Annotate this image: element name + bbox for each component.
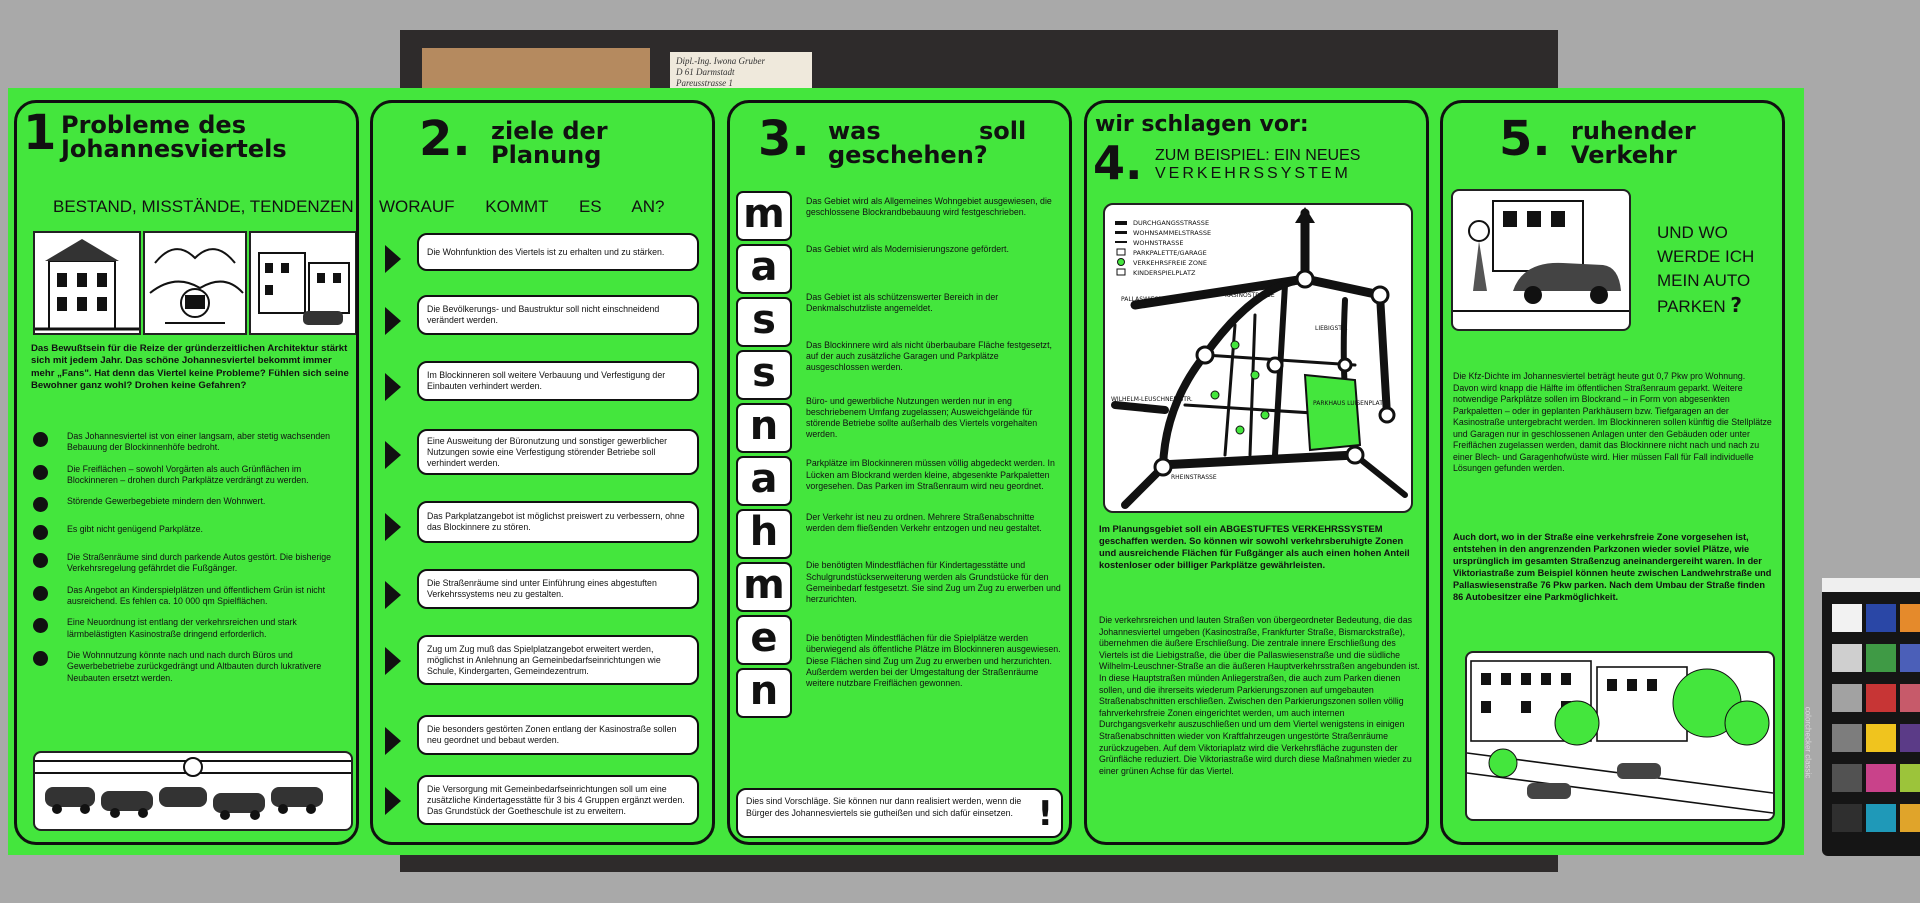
bullet-icon [33,465,48,480]
arrow-right-icon [385,727,401,755]
exclamation-icon: ! [1037,794,1053,834]
intro-text: Das Bewußtsein für die Reize der gründerzeitlichen Architektur stärkt sich mit jedem Jahr. Das schöne Johannesviertel bekommt immer mehr „Fans". Hat denn das Viertel keine Probleme? Fühlen sich seine Bewohner ganz wohl? Drohen keine Gefahren? [31,343,349,392]
panel-title [61,113,355,137]
list-item [383,775,703,825]
question-line: MEIN AUTO [1657,271,1751,290]
list-item-text: Es gibt nicht genügend Parkplätze. [67,524,203,535]
list-item [383,635,703,685]
list-item-text: Die Straßenräume sind durch parkende Autos gestört. Die bisherige Verkehrsregelung gefährdet die Fußgänger. [67,552,332,574]
panel-title [828,119,1064,143]
list-item [29,617,347,640]
letter-tile: s [736,350,792,400]
list-item [29,431,347,454]
color-swatch [1866,724,1896,752]
parking-cartoon [1451,189,1631,331]
map-label: KASINOSTRASSE [1225,292,1275,299]
bullet-icon [33,651,48,666]
panel-heading: wir schlagen vor: [1095,112,1309,137]
panel-title-line2: Verkehr [1571,141,1677,169]
bullet-icon [33,586,48,601]
ruler [1822,578,1920,592]
question-mark-icon: ? [1730,293,1742,317]
letter-tile: n [736,403,792,453]
map-label: PARKHAUS LUISENPLATZ [1313,400,1387,407]
goal-text: Die besonders gestörten Zonen entlang der Kasinostraße sollen neu geordnet und bebaut werden. [417,715,699,755]
panel-number: 4. [1093,136,1143,190]
color-swatch [1866,644,1896,672]
arrow-right-icon [385,581,401,609]
note-line: Dipl.-Ing. Iwona Gruber [676,56,765,66]
goal-text: Das Parkplatzangebot ist möglichst preiswert zu verbessern, ohne das Blockinnere zu stören. [417,501,699,543]
goal-text: Zug um Zug muß das Spielplatzangebot erweitert werden, möglichst in Anlehnung an Gemeinbedarfseinrichtungen wie Schule, Kindergarten, Gemeindezentrum. [417,635,699,685]
street-trees-sketch [1465,651,1775,821]
list-item: Parkplätze im Blockinneren müssen völlig abgedeckt werden. In Lücken am Blockrand werden kleine, abgesenkte Parkpaletten vorgesehen. Das Parken im Straßenraum wird neu geordnet. [806,458,1055,491]
question-line: WERDE ICH [1657,247,1755,266]
panel-title: ruhender [1571,117,1696,145]
street-sketch [249,231,357,335]
list-item: Die benötigten Mindestflächen für die Spielplätze werden überwiegend als öffentliche Plätze im Blockinneren ausgewiesen. Diese Flächen sind Zug um Zug zu erwerben und herzurichten. Außerdem werden bei der Umgestaltung der Straßenräume weitere nutzbare Freiflächen gewonnen. [806,633,1061,689]
map-label: PALLASWIESENSTR. [1121,296,1180,303]
bullet-icon [33,432,48,447]
list-item [383,233,703,271]
color-swatch [1832,644,1862,672]
proposal-note [736,788,1063,838]
proposal-text: Dies sind Vorschläge. Sie können nur dann realisiert werden, wenn die Bürger des Johannesviertels sie gutheißen und sich dafür einsetzen. [746,796,1022,818]
parking-text: Die Kfz-Dichte im Johannesviertel beträgt heute gut 0,7 Pkw pro Wohnung. Davon wird knapp die Hälfte im öffentlichen Straßenraum geparkt. Weitere notwendige Parkplätze sollen im Blockrand – in Form von abgesenkten Parkpaletten – oder in geplanten Parkhäusern bzw. Tiefgaragen an der Kasinostraße untergebracht werden. Im Blockinneren sollen künftig die Stellplätze und Garagen nur in geschlossenen Anlagen unter den Gebäuden oder unter Freiflächen zugelassen werden, damit das Blockinnere nicht nach und nach zu einer Blech- und Garagenhofwüste wird. Hier müssen Fall für Fall individuelle Lösungen gefunden werden. [1453,371,1772,473]
list-item [383,501,703,543]
map-label: WILHELM-LEUSCHNER-STR. [1111,396,1193,403]
legend-label: PARKPALETTE/GARAGE [1133,249,1207,257]
color-swatch [1900,804,1920,832]
list-item: Büro- und gewerbliche Nutzungen werden nur in eng beschriebenem Umfang zugelassen; Ausweichgelände für störende Betriebe sollte außerhalb des Viertels vorgehalten werden. [806,395,1038,440]
legend-label: KINDERSPIELPLATZ [1133,269,1196,277]
bullet-icon [33,618,48,633]
list-item [29,650,347,684]
panel-subtitle: BESTAND, MISSTÄNDE, TENDENZEN [53,197,354,216]
panel-title-line2: VERKEHRSSYSTEM [1155,165,1351,182]
color-swatch [1866,804,1896,832]
note-line: Pareusstrasse 1 [676,78,733,88]
arrow-right-icon [385,787,401,815]
list-item [29,585,347,608]
goal-text: Die Wohnfunktion des Viertels ist zu erhalten und zu stärken. [417,233,699,271]
bullet-icon [33,497,48,512]
color-swatch [1832,764,1862,792]
letter-tile: h [736,509,792,559]
letter-tile: e [736,615,792,665]
letter-tile: s [736,297,792,347]
color-swatch [1832,804,1862,832]
list-item-text: Das Angebot an Kinderspielplätzen und öffentlichem Grün ist nicht ausreichend. Es fehlen ca. 10 000 qm Spielflächen. [67,584,326,607]
color-swatch [1900,684,1920,712]
list-item [383,715,703,755]
list-item [29,552,347,575]
panel-measures [727,100,1072,845]
map-label: LIEBIGSTR. [1315,325,1348,332]
color-swatch [1832,684,1862,712]
list-item-text: Eine Neuordnung ist entlang der verkehrsreichen und stark lärmbelästigten Kasinostraße dringend erforderlich. [67,617,297,639]
parked-cars-sketch [33,751,353,831]
note-line: D 61 Darmstadt [676,67,735,77]
arrow-right-icon [385,245,401,273]
letter-tile: n [736,668,792,718]
parking-question [1657,221,1767,319]
question-line: UND WO [1657,223,1728,242]
goal-text: Die Straßenräume sind unter Einführung eines abgestuften Verkehrssystems neu zu gestalten. [417,569,699,609]
goal-text: Die Bevölkerungs- und Baustruktur soll nicht einschneidend verändert werden. [417,295,699,335]
list-item [383,569,703,609]
list-item: Das Gebiet wird als Modernisierungszone gefördert. [806,244,1009,255]
list-item: Das Gebiet ist als schützenswerter Bereich in der Denkmalschutzliste angemeldet. [806,291,999,313]
legend-label: DURCHGANGSSTRASSE [1133,219,1210,227]
tree-sketch [143,231,247,335]
panel-number: 1 [23,105,57,161]
panel-title: ZUM BEISPIEL: EIN NEUES [1155,147,1361,164]
list-item-text: Das Johannesviertel ist von einer langsam, aber stetig wachsenden Bebauung der Blockinnenhöfe bedroht. [67,431,331,453]
arrow-right-icon [385,307,401,335]
traffic-summary: Im Planungsgebiet soll ein ABGESTUFTES VERKEHRSSYSTEM geschaffen werden. So können wir sowohl verkehrsberuhigte Zonen und ausreichende Flächen für Fußgänger als auch einen hohen Anteil kostenloser oder billiger Parkplätze gewährleisten. [1099,523,1410,570]
panel-title-line2: Planung [491,141,602,169]
arrow-right-icon [385,373,401,401]
measure-list [806,196,1062,689]
arrow-right-icon [385,441,401,469]
list-item: Das Blockinnere wird als nicht überbaubare Fläche festgesetzt, auf der auch zusätzliche Garagen und Parkplätze ausgeschlossen werden. [806,340,1052,373]
color-swatch [1900,764,1920,792]
traffic-map [1103,203,1413,513]
letter-tile: a [736,456,792,506]
list-item: Der Verkehr ist neu zu ordnen. Mehrere Straßenabschnitte werden dem fließenden Verkehr entzogen und neu gestaltet. [806,512,1042,534]
bullet-icon [33,553,48,568]
arrow-right-icon [385,647,401,675]
panel-goals [370,100,715,845]
panel-traffic-system [1084,100,1429,845]
legend-label: WOHNSAMMELSTRASSE [1133,229,1212,237]
goal-text: Eine Ausweitung der Büronutzung und sonstiger gewerblicher Nutzungen sowie eine Verfestigung störender Betriebe soll verhindert werden. [417,429,699,475]
color-swatch [1832,604,1862,632]
list-item-text: Die Wohnnutzung könnte nach und nach durch Büros und Gewerbebetriebe zurückgedrängt und Altbauten durch lukrativere Neubauten ersetzt werden. [67,649,322,683]
list-item [29,524,347,542]
panel-title: ziele der [491,117,608,145]
color-checker-label: colorchecker classic [1803,706,1813,779]
list-item-text: Störende Gewerbegebiete mindern den Wohnwert. [67,496,266,507]
bullet-icon [33,525,48,540]
panel-number: 3. [758,111,810,167]
letter-tile: a [736,244,792,294]
list-item-text: Die Freiflächen – sowohl Vorgärten als auch Grünflächen im Blockinneren – drohen durch Parkplätze verdrängt zu werden. [67,463,309,485]
traffic-description: Die verkehrsreichen und lauten Straßen von übergeordneter Bedeutung, die das Johannesviertel umgeben (Kasinostraße, Frankfurter Straße, Bismarckstraße), übernehmen die äußere Erschließung. Die zentrale innere Erschließung des Viertels ist die Liebigstraße, die über die Pallaswiesenstraße und die südliche Wilhelm-Leuschner-Straße an die äußeren Hauptverkehrsstraßen angebunden ist. In diese Hauptstraßen münden Anliegerstraßen, die auch zum Parken dienen sollen, und die ihrerseits wiederum Parkierungszonen auf umgebauten Straßenabschnitten erschließen. Zwischen den Parkierungszonen sollen völlig fahrverkehrsfreie Zonen eingerichtet werden, um auch internen Durchgangsverkehr auszuschließen und um dem Viertel wenigstens in einigen Straßenabschnitten wieder von Kraftfahrzeugen ungestörte Straßenräume zurückzugeben. Auf dem Viktoriaplatz wird die Verkehrsfläche zugunsten der Grünfläche reduziert. Die Viktoriastraße wird durch diese Maßnahmen wieder zu einer grünen Achse für das Viertel. [1099,615,1420,776]
house-sketch [33,231,141,335]
color-swatch [1832,724,1862,752]
leaflet [8,88,1804,855]
panel-number: 2. [419,111,471,167]
arrow-right-icon [385,513,401,541]
letter-tile: m [736,562,792,612]
list-item [383,361,703,401]
panel-problems [14,100,359,845]
legend-label: VERKEHRSFREIE ZONE [1133,259,1207,267]
color-swatch [1900,644,1920,672]
list-item: Das Gebiet wird als Allgemeines Wohngebiet ausgewiesen, die geschlossene Blockrandbebauung wird festgeschrieben. [806,196,1052,218]
panel-title-line2: Johannesviertels [61,135,287,163]
title-word: was soll [828,117,1027,145]
legend-label: WOHNSTRASSE [1133,239,1184,247]
list-item [29,464,347,487]
list-item: Die benötigten Mindestflächen für Kindertagesstätte und Schulgrundstückserweiterung werden als Grundstücke für den Gemeinbedarf festgesetzt. Sie sind Zug um Zug zu erwerben und herzurichten. [806,560,1061,605]
question-line: PARKEN [1657,297,1726,316]
panel-subtitle: WORAUF KOMMT ES AN? [379,197,665,216]
goal-list [383,233,703,825]
list-item [383,429,703,475]
panel-title-line2: geschehen? [828,141,988,169]
massnahmen-letters [736,191,796,721]
color-swatch [1866,764,1896,792]
goal-text: Die Versorgung mit Gemeinbedarfseinrichtungen soll um eine zusätzliche Kindertagesstätte für 3 bis 4 Gruppen ergänzt werden. Das Grundstück der Goetheschule ist zu erweitern. [417,775,699,825]
list-item [29,496,347,514]
color-swatch [1900,724,1920,752]
list-item [383,295,703,335]
parking-summary: Auch dort, wo in der Straße eine verkehrsfreie Zone vorgesehen ist, entstehen in den angrenzenden Parkzonen wieder soviel Plätze, wie ursprünglich im gesamten Straßenzug aneinandergereiht waren. In der Viktoriastraße zum Beispiel können heute zwischen Landwehrstraße und Pallaswiesenstraße 76 Pkw parken. Nach dem Umbau der Straße finden 86 Autobesitzer eine Parkmöglichkeit. [1453,532,1772,602]
title-word: Probleme des [61,111,246,139]
panel-number: 5. [1499,111,1551,167]
panel-parking [1440,100,1785,845]
color-swatch [1866,604,1896,632]
letter-tile: m [736,191,792,241]
map-label: RHEINSTRASSE [1171,474,1217,481]
color-swatch [1900,604,1920,632]
color-swatch [1866,684,1896,712]
problem-list [29,431,347,694]
goal-text: Im Blockinneren soll weitere Verbauung und Verfestigung der Einbauten verhindert werden. [417,361,699,401]
color-checker [1803,578,1920,856]
